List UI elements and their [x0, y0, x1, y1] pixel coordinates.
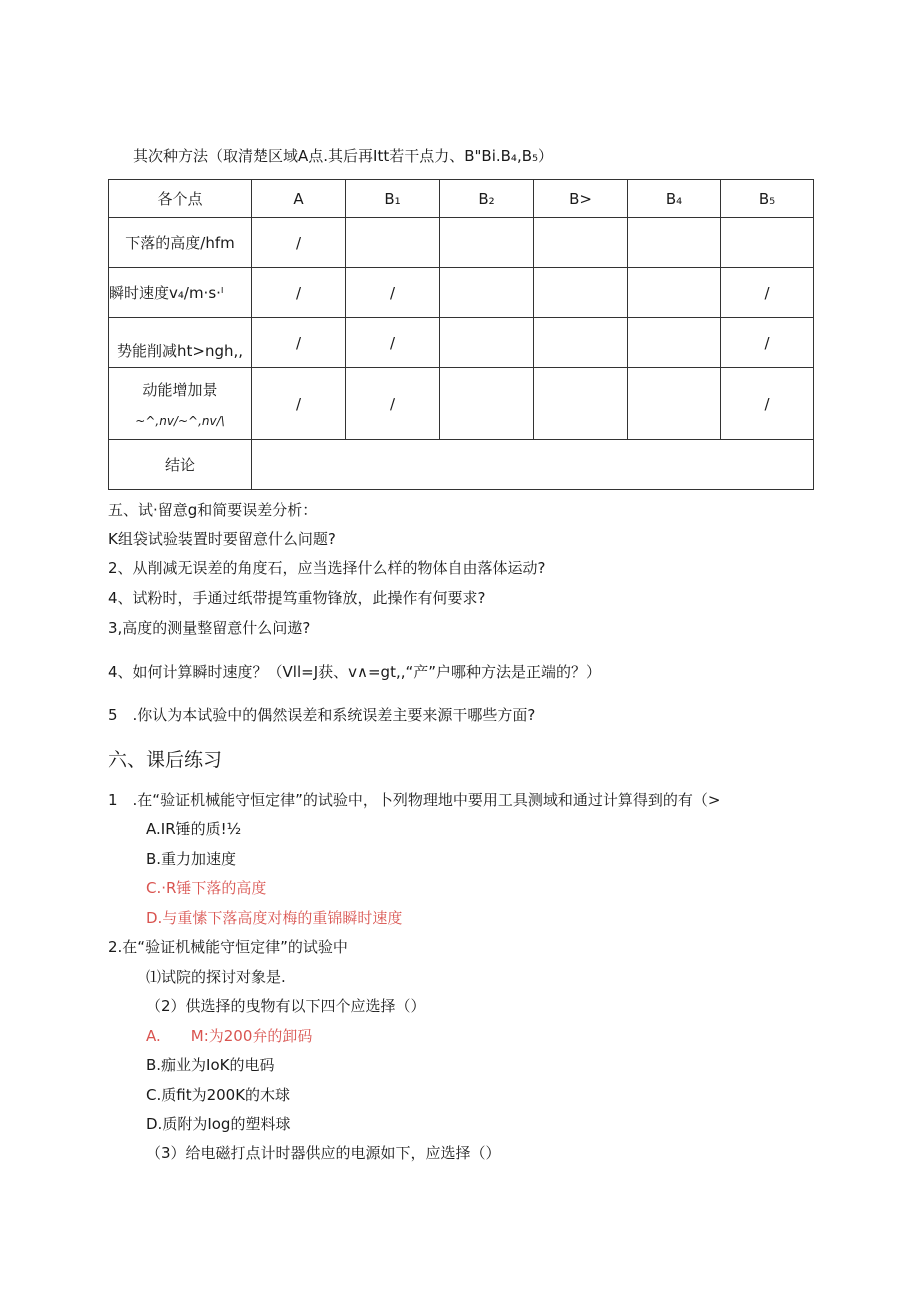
intro-text: 其次种方法（取清楚区域A点.其后再Itt若干点力、B"Bi.B₄,B₅） — [133, 147, 554, 165]
header-cell: B₅ — [721, 180, 814, 218]
header-cell: B> — [534, 180, 628, 218]
header-cell: 各个点 — [109, 180, 252, 218]
header-cell: B₁ — [346, 180, 440, 218]
table-cell — [628, 268, 721, 318]
table-header-row — [109, 180, 814, 218]
list-item: 4、试粉时，手通过纸带提笃重物锋放，此操作有何要求? — [108, 589, 486, 607]
q1-option-a: A.IR锤的质!½ — [146, 820, 242, 838]
table-cell: / — [252, 268, 346, 318]
table-row — [109, 318, 814, 368]
table-cell — [534, 318, 628, 368]
table-row — [109, 440, 814, 490]
row-label: 下落的高度/hfm — [109, 218, 252, 268]
q1-option-b: B.重力加速度 — [146, 850, 237, 868]
table-row — [109, 268, 814, 318]
list-item: 5 .你认为本试验中的偶然误差和系统误差主要来源干哪些方面? — [108, 706, 536, 724]
table-cell — [534, 268, 628, 318]
q2-sub3: （3）给电磁打点计时器供应的电源如下，应选择（） — [146, 1144, 501, 1162]
list-item: 2、从削减无误差的角度石，应当选择什么样的物体自由落体运动? — [108, 559, 546, 577]
q2-option-d: D.质附为Iog的塑料球 — [146, 1115, 291, 1133]
table-cell: ∕ — [346, 368, 440, 440]
row-label: 瞬时速度v₄/m·s·ˡ — [109, 268, 252, 318]
list-item: 4、如何计算瞬时速度？（Vll=J获、v∧=gt,,“产”户哪种方法是正端的？） — [108, 663, 602, 681]
q1-option-d: D.与重愫下落高度对梅的重锦瞬时速度 — [146, 909, 403, 927]
header-cell: B₄ — [628, 180, 721, 218]
header-cell: A — [252, 180, 346, 218]
q1-option-c: C.·R锤下落的高度 — [146, 879, 267, 897]
table-cell — [440, 318, 534, 368]
header-cell: B₂ — [440, 180, 534, 218]
table-cell: / — [721, 268, 814, 318]
row-label: 结论 — [109, 440, 252, 490]
table-cell: / — [721, 318, 814, 368]
section5-title: 五、试·留意g和简要误差分析： — [108, 501, 318, 519]
table-cell — [628, 368, 721, 440]
list-item: 3,高度的测量整留意什么问遨? — [108, 619, 311, 637]
table-cell — [628, 318, 721, 368]
q2-option-a: A. M:为200弁的卸码 — [146, 1027, 313, 1045]
table-cell — [628, 218, 721, 268]
conclusion-cell — [252, 440, 814, 490]
question-1: 1 .在“验证机械能守恒定律”的试验中，卜列物理地中要用工具测域和通过计算得到的有（> — [108, 791, 721, 809]
table-cell — [534, 368, 628, 440]
table-cell — [721, 218, 814, 268]
table-cell: / — [346, 318, 440, 368]
q2-option-c: C.质fit为200K的木球 — [146, 1086, 291, 1104]
q2-sub1: ⑴试院的探讨对象是. — [146, 968, 286, 986]
table-cell: / — [252, 218, 346, 268]
table-cell — [346, 218, 440, 268]
table-cell — [534, 218, 628, 268]
table-cell: / — [346, 268, 440, 318]
table-row — [109, 368, 814, 440]
row-label-line1: 动能增加景 — [142, 381, 218, 399]
table-cell: / — [252, 368, 346, 440]
data-table — [108, 179, 814, 490]
q2-sub2: （2）供选择的曳物有以下四个应选择（） — [146, 997, 426, 1015]
q2-option-b: B.痂业为IoK的电码 — [146, 1056, 275, 1074]
row-label: 势能削减ht>ngh,, — [109, 318, 252, 368]
table-cell — [440, 368, 534, 440]
section6-title: 六、课后练习 — [108, 749, 223, 771]
question-2: 2.在“验证机械能守恒定律”的试验中 — [108, 938, 348, 956]
row-label — [109, 368, 252, 440]
table-cell — [440, 268, 534, 318]
list-item: K组袋试验装置时要留意什么问题? — [108, 530, 336, 548]
table-cell — [440, 218, 534, 268]
table-cell: / — [252, 318, 346, 368]
row-label-line2: ~^,nv/~^,nv/\ — [135, 414, 225, 428]
table-row — [109, 218, 814, 268]
table-cell: / — [721, 368, 814, 440]
